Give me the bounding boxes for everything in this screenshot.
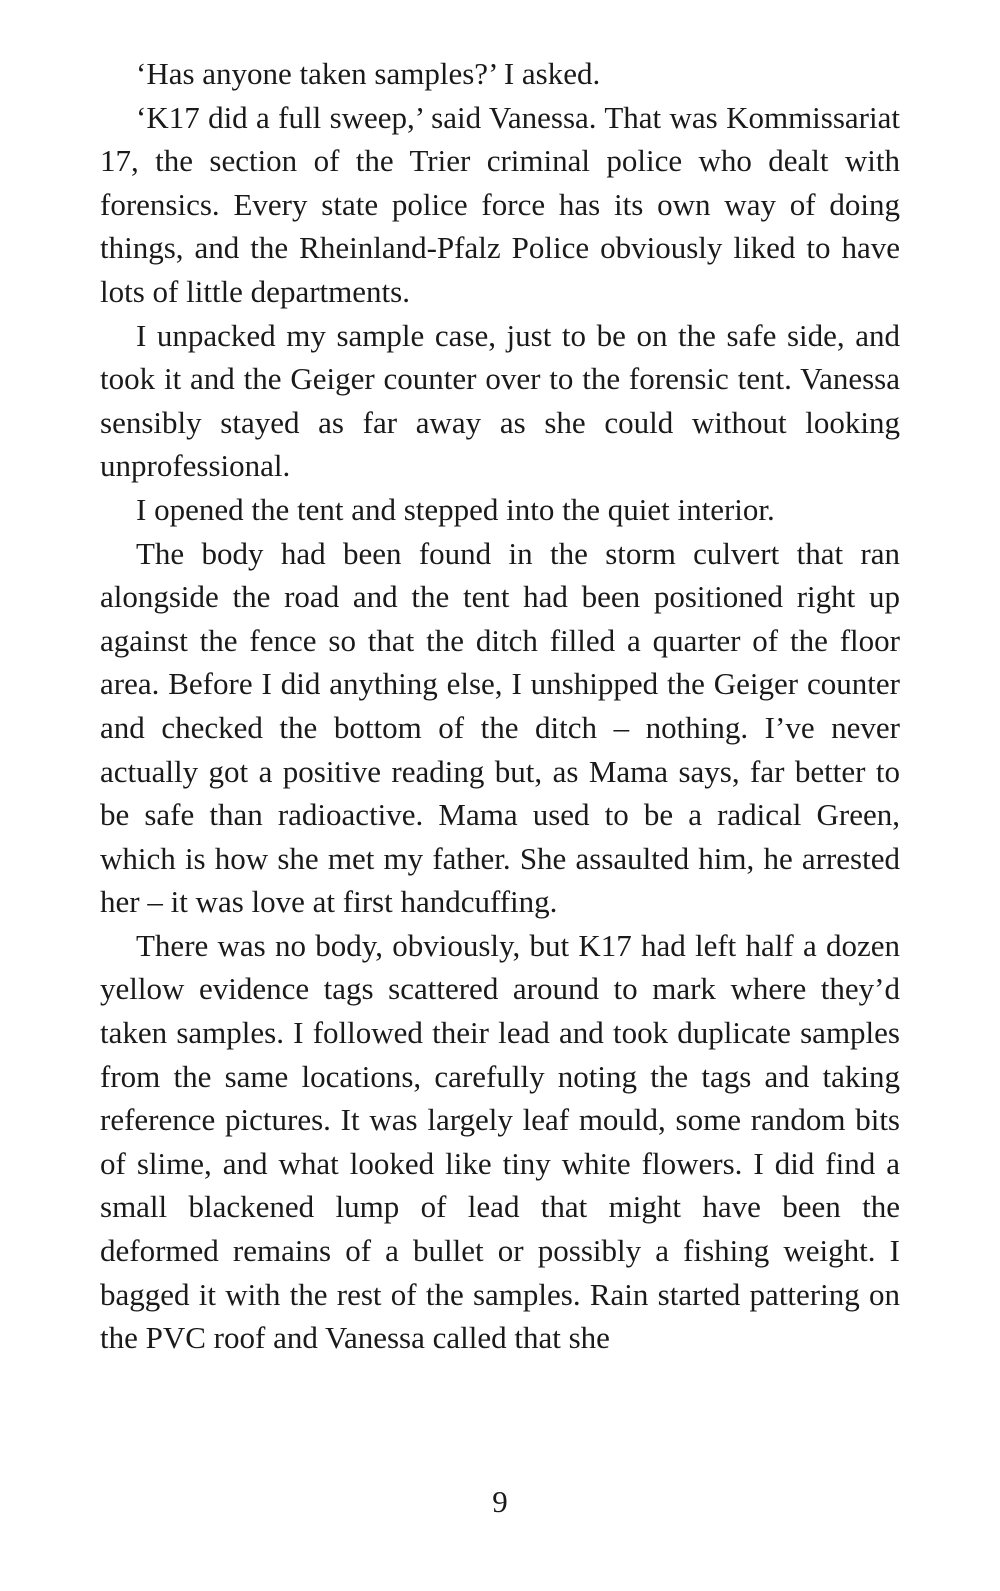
book-page-body bbox=[100, 52, 900, 1360]
paragraph-4: I opened the tent and stepped into the quiet interior. bbox=[136, 491, 775, 527]
paragraph-1: ‘Has anyone taken samples?’ I asked. bbox=[136, 56, 601, 91]
page-number: 9 bbox=[492, 1484, 508, 1519]
paragraph-5: The body had been found in the storm culvert that ran alongside the road and the tent had been positioned right up against the fence so that the ditch filled a quarter of the floor area. Before I did anything else, I unshipped the Geiger counter and checked the bottom of the ditch – nothing. I’ve never actually got a positive reading but, as Mama says, far better to be safe than radioactive. Mama used to be a radical Green, which is how she met my father. She assaulted him, he arrested her – it was love at first handcuffing. bbox=[100, 535, 900, 920]
paragraph-3: I unpacked my sample case, just to be on the safe side, and took it and the Geiger counter over to the forensic tent. Vanessa sensibly stayed as far away as she could without looking unprofessional. bbox=[100, 317, 900, 484]
paragraph-2: ‘K17 did a full sweep,’ said Vanessa. That was Kommissariat 17, the section of the Trier criminal police who dealt with forensics. Every state police force has its own way of doing things, and the Rheinland-Pfalz Police obviously liked to have lots of little departments. bbox=[100, 99, 900, 309]
paragraph-6: There was no body, obviously, but K17 had left half a dozen yellow evidence tags scattered around to mark where they’d taken samples. I followed their lead and took duplicate samples from the same locations, carefully noting the tags and taking reference pictures. It was largely leaf mould, some random bits of slime, and what looked like tiny white flowers. I did find a small blackened lump of lead that might have been the deformed remains of a bullet or possibly a fishing weight. I bagged it with the rest of the samples. Rain started pattering on the PVC roof and Vanessa called that she bbox=[100, 927, 900, 1356]
